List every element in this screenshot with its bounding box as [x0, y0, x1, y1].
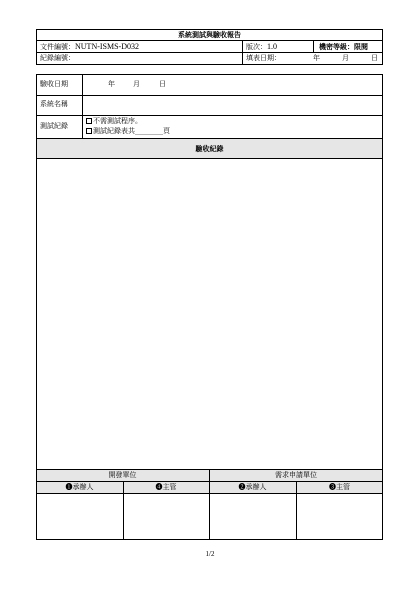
acceptance-record-title: 驗收紀錄	[195, 144, 224, 153]
label-column-divider	[82, 74, 83, 138]
version	[246, 43, 277, 51]
checkbox[interactable]	[86, 128, 92, 134]
dev-unit-label: 開發單位	[108, 471, 137, 479]
signoff-center-divider	[209, 469, 210, 540]
fill-date-day: 日	[371, 54, 378, 62]
header-divider	[242, 40, 243, 65]
acceptance-date-label: 驗收日期	[40, 80, 68, 88]
fill-date-year: 年	[313, 54, 320, 62]
req-supervisor-label: ❸主管	[329, 483, 350, 491]
doc-number-label: 文件編號：	[40, 43, 75, 51]
option-no-test[interactable]	[86, 118, 142, 125]
dev-handler-label: ❶承辦人	[65, 483, 94, 491]
option-test-pages-blank[interactable]: ________	[135, 127, 163, 135]
row-divider	[36, 95, 383, 96]
dev-supervisor-signature[interactable]	[125, 495, 208, 538]
acceptance-date-year: 年	[108, 80, 115, 88]
doc-number	[40, 43, 139, 51]
checkbox[interactable]	[86, 118, 92, 124]
doc-number-value: NUTN-ISMS-D032	[75, 42, 139, 51]
acceptance-date-month: 月	[133, 80, 140, 88]
row-divider	[36, 115, 383, 116]
acceptance-date-day: 日	[159, 80, 166, 88]
version-label: 版次：	[246, 43, 267, 51]
header-divider	[313, 40, 314, 52]
record-number-label: 紀錄編號：	[40, 54, 75, 62]
option-no-test-label: 不需測試程序。	[93, 117, 142, 125]
req-unit-label: 需求申請單位	[275, 471, 317, 479]
version-value: 1.0	[267, 42, 277, 51]
fill-date-month: 月	[342, 54, 349, 62]
dev-supervisor-label: ❹主管	[155, 483, 177, 491]
req-handler-signature[interactable]	[211, 495, 295, 538]
acceptance-record-area[interactable]	[38, 160, 381, 468]
dev-handler-signature[interactable]	[38, 495, 122, 538]
option-test-pages-suffix: 頁	[163, 127, 170, 135]
row-divider	[36, 158, 383, 159]
system-name-label: 系統名稱	[40, 100, 68, 108]
option-test-pages-prefix: 測試紀錄表共	[93, 127, 135, 135]
classification: 機密等級：限閱	[319, 42, 368, 51]
req-supervisor-signature[interactable]	[298, 495, 381, 538]
header-divider	[36, 52, 383, 53]
option-test-pages[interactable]	[86, 128, 170, 135]
req-handler-label: ❷承辦人	[238, 483, 267, 491]
page-number: 1/2	[205, 550, 215, 558]
form-title: 系統測試與驗收報告	[178, 30, 241, 39]
fill-date-label: 填表日期：	[246, 54, 281, 62]
header-divider	[36, 40, 383, 41]
system-name-field[interactable]	[84, 97, 381, 113]
test-record-label: 測試紀錄	[40, 122, 68, 130]
